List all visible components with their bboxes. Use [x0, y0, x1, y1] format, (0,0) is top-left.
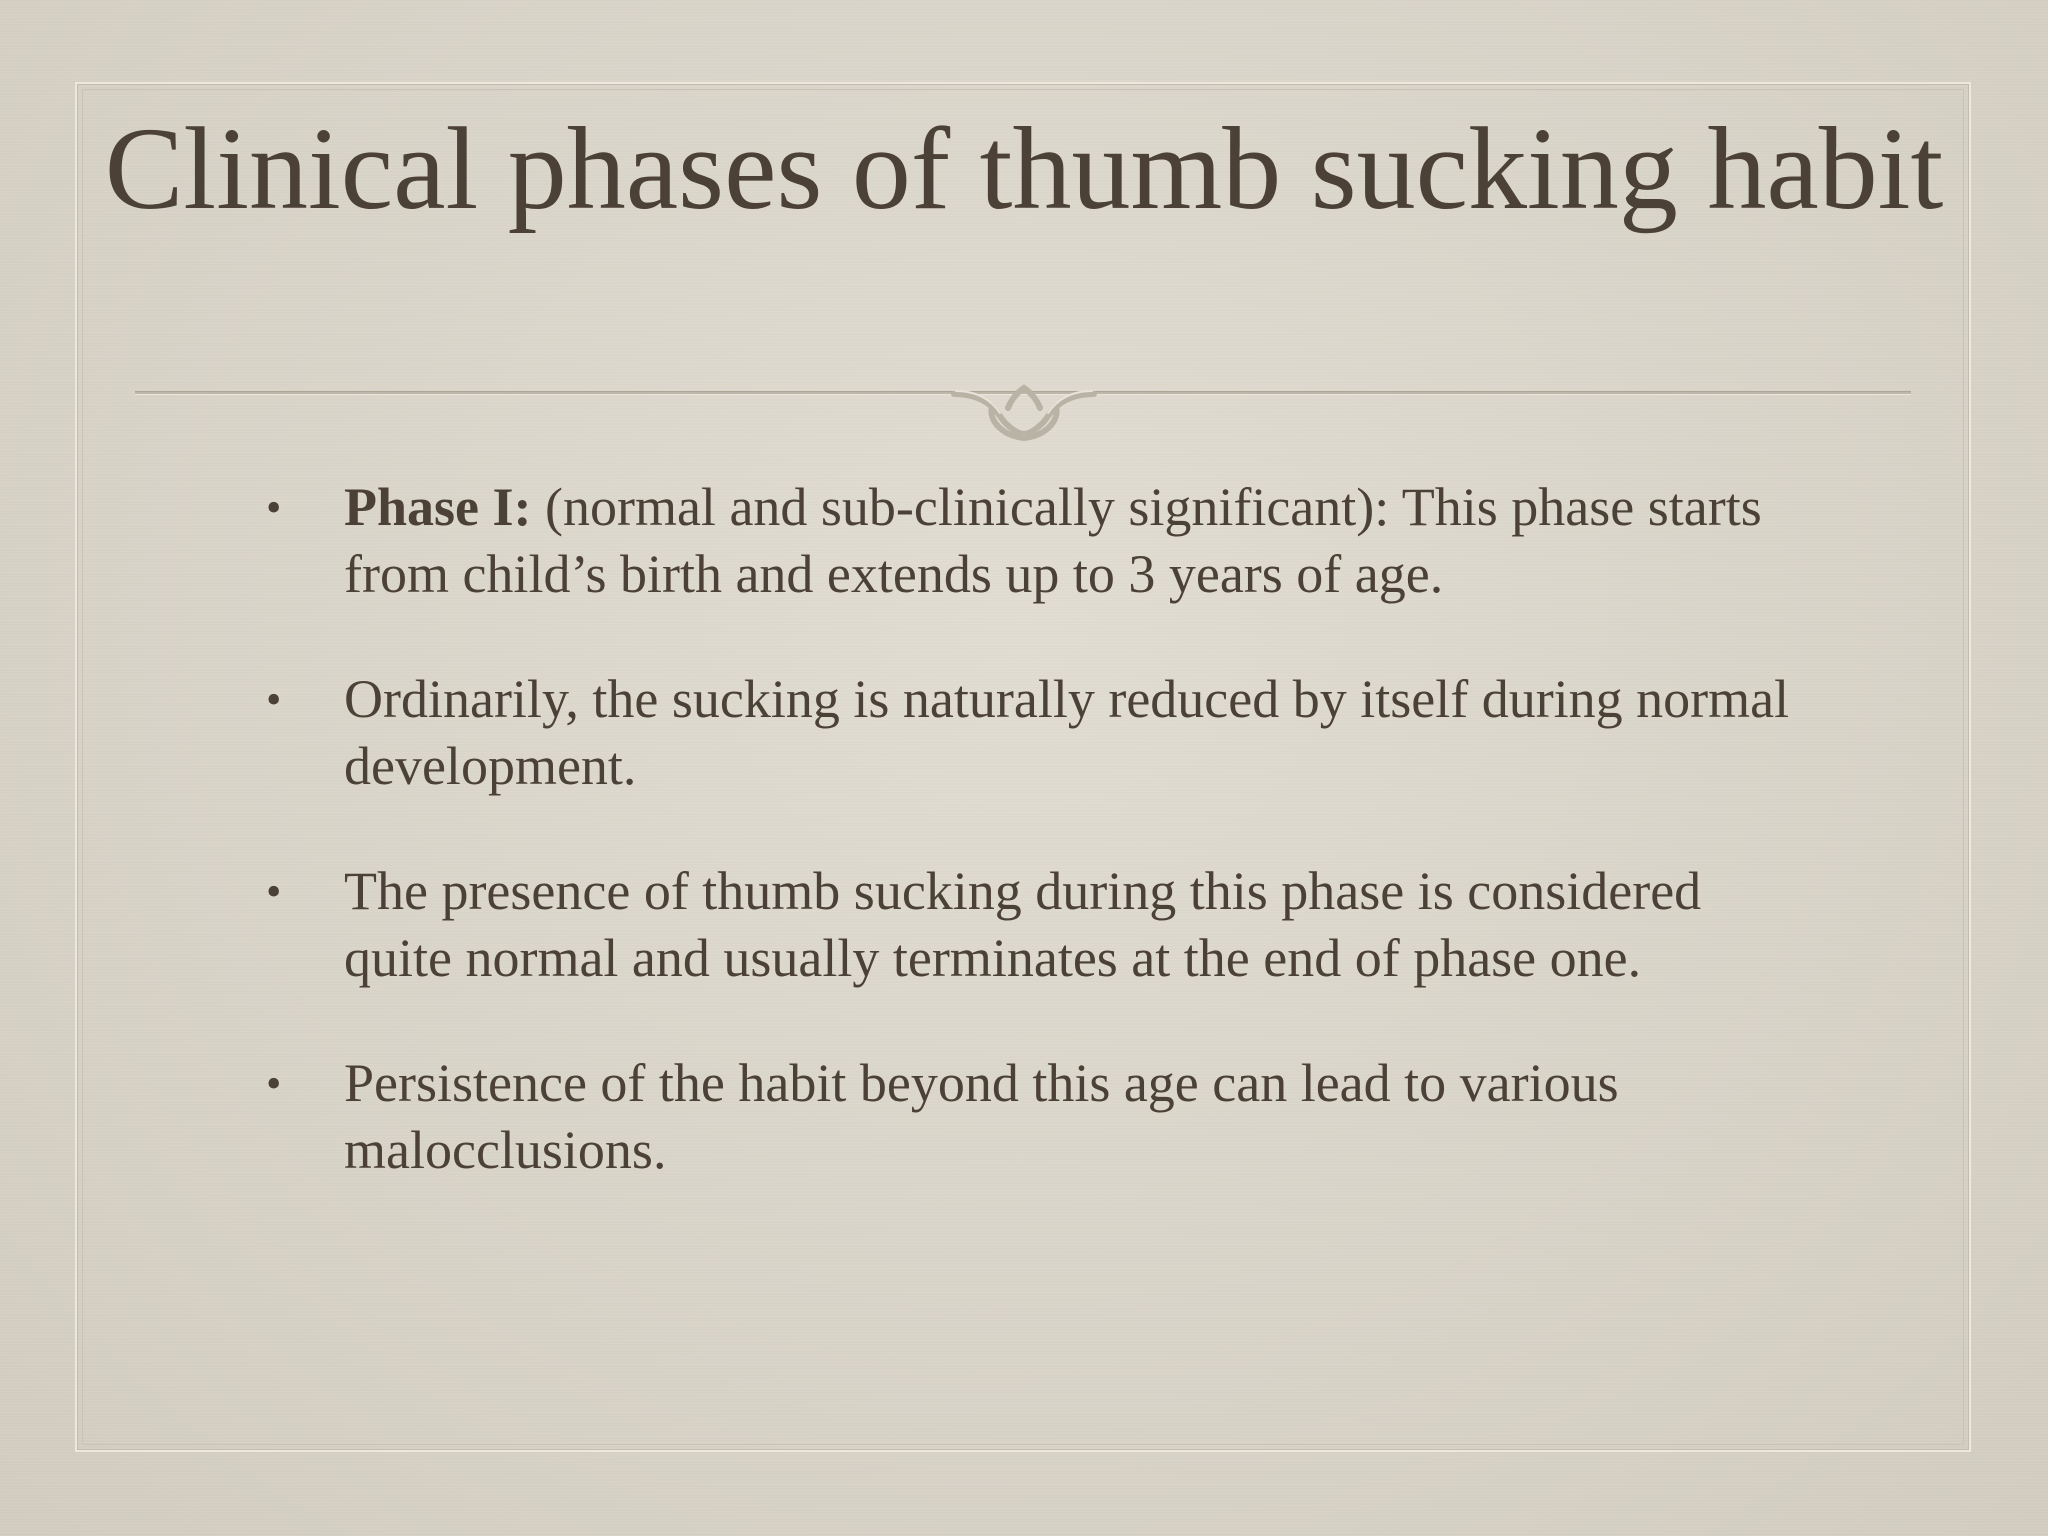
bullet-dot: •: [266, 483, 282, 532]
bullet-text: The presence of thumb sucking during this phase is considered quite normal and usually terminates at the end of phase one.: [344, 861, 1702, 988]
slide-title: Clinical phases of thumb sucking habit: [104, 103, 1944, 234]
bullet-item: [262, 1050, 1822, 1184]
bullet-list: [262, 474, 1822, 1242]
bullet-text: Ordinarily, the sucking is naturally reduced by itself during normal development.: [344, 669, 1790, 796]
bullet-item: [262, 474, 1822, 608]
scroll-ornament-icon: [948, 378, 1100, 444]
bullet-dot: •: [266, 1059, 282, 1108]
bullet-text: Persistence of the habit beyond this age can lead to various malocclusions.: [344, 1053, 1619, 1180]
bullet-item: [262, 858, 1822, 992]
bullet-item: [262, 666, 1822, 800]
bullet-dot: •: [266, 675, 282, 724]
bullet-dot: •: [266, 867, 282, 916]
bullet-lead: Phase I:: [344, 477, 532, 537]
bullet-text: (normal and sub-clinically significant): This phase starts from child’s birth and extends up to 3 years of age.: [344, 477, 1762, 604]
